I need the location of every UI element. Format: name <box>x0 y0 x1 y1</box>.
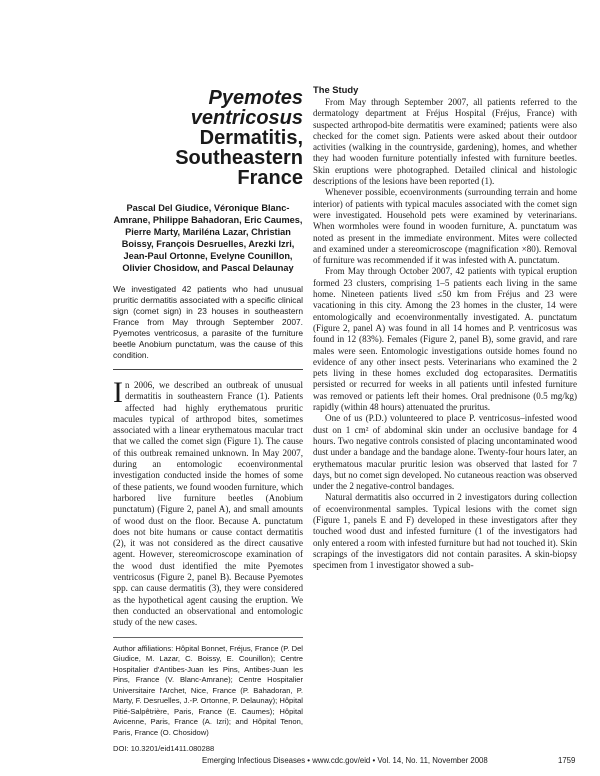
article-title <box>113 88 303 188</box>
divider <box>113 369 303 370</box>
intro-text: n 2006, we described an outbreak of unusual dermatitis in southeastern France (1). Patients affected had highly erythematous pruritic macules typical of arthropod bites, sometimes associated with a linear erythematous macular tract that we called the comet sign (Figure 1). The cause of this outbreak remained unknown. In May 2007, during an entomologic ecoenvironmental investigation conducted inside the homes of some of these patients, we found wooden furniture, which harbored live furniture beetles (Anobium punctatum) (Figure 2, panel A), and small amounts of wood dust on the floor. Because A. punctatum does not bite humans or cause contact dermatitis (2), it was not considered as the direct causative agent. However, stereomicroscope examination of the wood dust identified the mite Pyemotes ventricosus (Figure 2, panel B). Because Pyemotes spp. can cause dermatitis (3), they were considered as the hypothetical agent causing the eruption. We then conducted an observational and entomologic study of the new cases. <box>113 380 303 628</box>
title-line: Pyemotes <box>208 87 303 109</box>
page-number: 1759 <box>558 756 576 765</box>
title-line: France <box>237 167 303 189</box>
study-paragraph: Natural dermatitis also occurred in 2 investigators during collection of ecoenvironmental samples. Typical lesions with the comet sign (Figure 1, panels E and F) developed in these investigators after they touched wood dust and infested furniture (1 of the investigators had only entered a room with infested furniture but had not touched it). Skin scrapings of the investigators did not contain parasites. A skin-biopsy specimen from 1 investigator showed a sub- <box>313 492 577 571</box>
doi: DOI: 10.3201/eid1411.080288 <box>113 744 215 754</box>
drop-cap: I <box>113 376 123 409</box>
author-list: Pascal Del Giudice, Véronique Blanc-Amrane, Philippe Bahadoran, Eric Caumes, Pierre Marty, Mariléna Lazar, Christian Boissy, François Desruelles, Arezki Izri, Jean-Paul Ortonne, Evelyne Counillon, Olivier Chosidow, and Pascal Delaunay <box>113 203 303 273</box>
title-line: Southeastern <box>175 147 303 169</box>
left-column <box>113 88 303 754</box>
journal-info: Emerging Infectious Diseases • www.cdc.gov/eid • Vol. 14, No. 11, November 2008 <box>202 756 488 765</box>
divider <box>113 637 303 638</box>
page-footer <box>0 756 600 768</box>
section-heading: The Study <box>313 84 359 95</box>
title-line: Dermatitis, <box>199 127 303 149</box>
right-column <box>313 84 577 571</box>
author-affiliations: Author affiliations: Hôpital Bonnet, Fréjus, France (P. Del Giudice, M. Lazar, C. Boissy, E. Counillon); Centre Hospitalier d'Antibes-Juan les Pins, Antibes-Juan les Pins, France (V. Blanc-Amrane); Centre Hospitalier Universitaire l'Archet, Nice, France (P. Bahadoran, P. Marty, F. Desruelles, J.-P. Ortonne, P. Delaunay); Hôpital Pitié-Salpêtrière, Paris, France (E. Caumes); Hôpital Avicenne, Paris, France (A. Izri); and Hôpital Tenon, Paris, France (O. Chosidow) <box>113 643 303 737</box>
study-paragraph: Whenever possible, ecoenvironments (surrounding terrain and home interior) of patients with typical macules associated with the comet sign were investigated. Household pets were examined by veterinarians. When wormholes were found in wooden furniture, A. punctatum was noted as present in the immediate environment. Mites were collected and examined under a stereomicroscope (magnification ×80). Removal of furniture was recommended if it was infested with A. punctatum. <box>313 187 577 266</box>
intro-paragraph <box>113 376 303 629</box>
title-line: ventricosus <box>190 107 303 129</box>
study-paragraph: From May through September 2007, all patients referred to the dermatology department at Fréjus Hospital (Fréjus, France) with suspected arthropod-bite dermatitis were examined; patients were also checked for the comet sign. Patients were asked about their outdoor activities (walking in the countryside, gardening), homes, and whether they had wooden furniture potentially infested with furniture beetles. Skin eruptions were photographed. Detailed clinical and histologic descriptions of the lesions have been reported (1). <box>313 97 577 187</box>
study-paragraph: One of us (P.D.) volunteered to place P. ventricosus–infested wood dust on 1 cm² of abdominal skin under an occlusive bandage for 4 hours. Two negative controls consisted of placing uncontaminated wood dust under a bandage and the bandage alone. Twenty-four hours later, an erythematous macular pruritic lesion was observed that lasted for 7 days, but no comet sign developed. No cutaneous reaction was observed under the 2 negative-control bandages. <box>313 413 577 492</box>
abstract: We investigated 42 patients who had unusual pruritic dermatitis associated with a specific clinical sign (comet sign) in 23 houses in southeastern France from May through September 2007. Pyemotes ventricosus, a parasite of the furniture beetle Anobium punctatum, was the cause of this condition. <box>113 284 303 360</box>
study-paragraph: From May through October 2007, 42 patients with typical eruption formed 23 clusters, comprising 1–5 patients each living in the same home. Nineteen patients lived ≤50 km from Fréjus and 23 were vacationing in this city. Among the 23 homes in the cluster, 14 were entomologically and ecoenvironmentally investigated. A. punctatum (Figure 2, panel A) was found in all 14 homes and P. ventricosus was found in 12 (83%). Females (Figure 2, panel B), some gravid, and rare males were seen. Entomologic investigations outside homes found no evidence of any other insect pests. Veterinarians who examined the 2 pets living in these homes excluded dog ectoparasites. Dermatitis persisted or recurred for weeks in all patients until infested furniture was removed or patients left their homes. Oral prednisone (0.5 mg/kg) rapidly (within 48 hours) attenuated the pruritus. <box>313 266 577 413</box>
